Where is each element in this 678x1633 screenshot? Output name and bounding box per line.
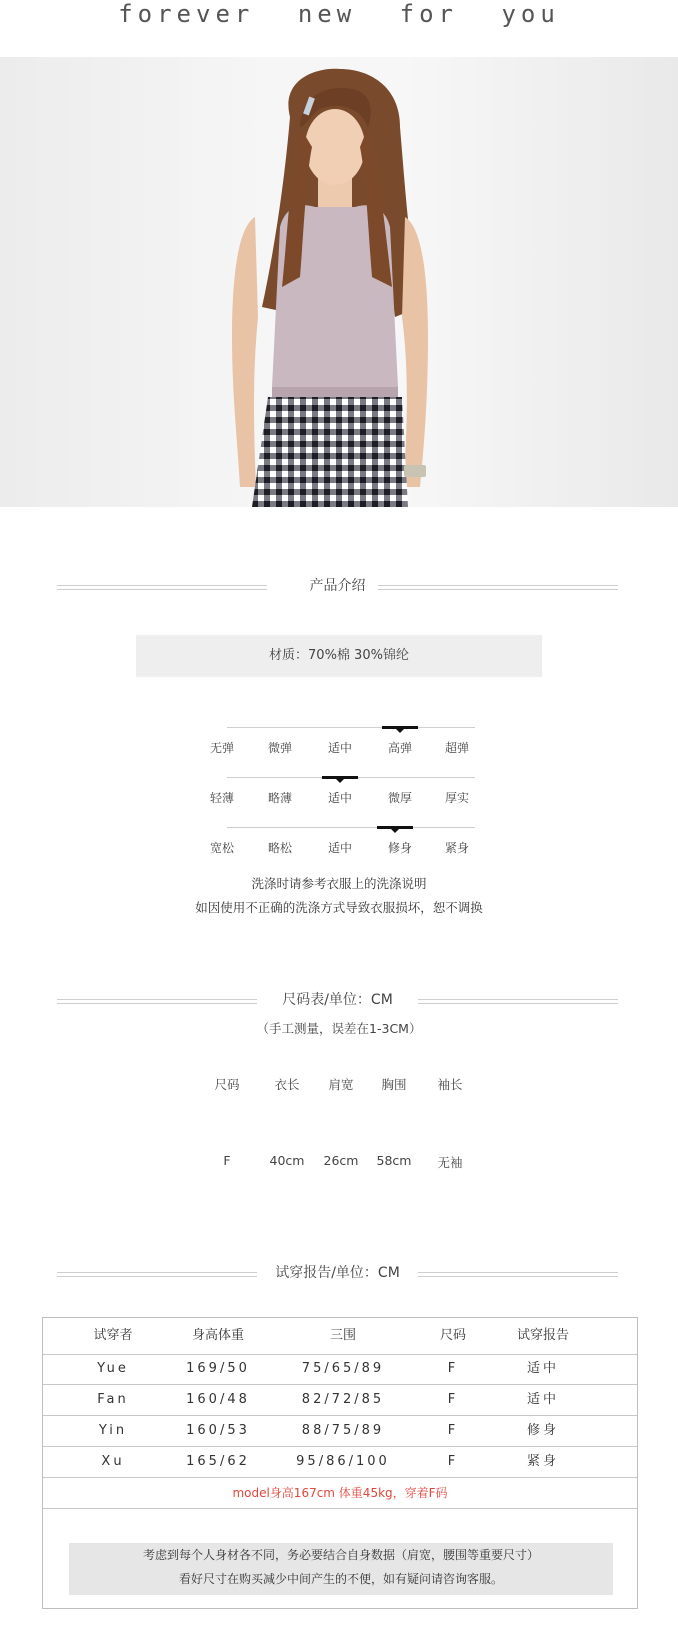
elasticity-scale [205, 727, 475, 767]
tester-name: Yin [98, 1423, 128, 1438]
column-header: 三围 [329, 1328, 356, 1343]
scale-marker [322, 776, 358, 779]
scale-label: 宽松 [209, 841, 234, 855]
fit-report-table [42, 1317, 638, 1609]
column-header: 试穿报告 [516, 1328, 569, 1343]
size: F [447, 1423, 459, 1438]
tagline-word: you [501, 0, 560, 28]
scale-label: 略薄 [267, 791, 292, 805]
size-header: 袖长 [437, 1077, 463, 1092]
fit-result: 紧身 [526, 1454, 559, 1469]
size-value: 40cm [269, 1153, 305, 1168]
scale-track [227, 727, 475, 728]
scale-label: 轻薄 [209, 791, 234, 805]
scale-track [227, 827, 475, 828]
height-weight: 165/62 [186, 1454, 250, 1469]
column-header: 尺码 [439, 1328, 466, 1343]
scale-label: 适中 [327, 791, 352, 805]
product-photo [0, 57, 678, 507]
tagline-word: for [399, 0, 458, 28]
tagline-word: forever [118, 0, 255, 28]
section-title-size-chart [57, 989, 618, 1011]
size: F [447, 1454, 459, 1469]
size-chart-subtitle: （手工测量，误差在1-3CM） [256, 1021, 422, 1036]
scale-label: 修身 [387, 841, 412, 855]
thickness-scale [205, 777, 475, 817]
sizing-advice [69, 1543, 613, 1595]
material-info: 材质：70%棉 30%锦纶 [136, 635, 542, 677]
tester-name: Fan [97, 1392, 129, 1407]
fit-scale [205, 827, 475, 867]
scale-label: 适中 [327, 741, 352, 755]
table-row [43, 1416, 637, 1447]
size-header: 尺码 [214, 1077, 240, 1092]
table-header-row [43, 1318, 637, 1355]
scale-marker [377, 826, 413, 829]
size-header: 肩宽 [328, 1077, 354, 1092]
height-weight: 160/53 [186, 1423, 250, 1438]
table-row [43, 1447, 637, 1478]
scale-label: 厚实 [444, 791, 469, 805]
scale-label: 超弹 [444, 741, 469, 755]
section-title-text: 试穿报告/单位：CM [267, 1265, 408, 1281]
advice-line: 看好尺寸在购买减少中间产生的不便，如有疑问请咨询客服。 [178, 1572, 503, 1586]
wash-note: 洗涤时请参考衣服上的洗涤说明 [251, 876, 427, 891]
scale-label: 微厚 [387, 791, 412, 805]
scale-label: 略松 [267, 841, 292, 855]
advice-line: 考虑到每个人身材各不同，务必要结合自身数据（肩宽，腰围等重要尺寸） [142, 1548, 539, 1562]
measurements: 82/72/85 [301, 1392, 385, 1407]
measurements: 95/86/100 [296, 1454, 390, 1469]
section-title-product-intro [57, 575, 618, 597]
size-value: 无袖 [437, 1155, 463, 1170]
section-title-text: 产品介绍 [302, 578, 374, 594]
section-title-text: 尺码表/单位：CM [274, 992, 401, 1008]
column-header: 身高体重 [191, 1328, 244, 1343]
tagline [0, 0, 678, 28]
scale-label: 高弹 [387, 741, 412, 755]
fit-result: 修身 [526, 1423, 559, 1438]
model-illustration [0, 57, 678, 507]
fit-result: 适中 [526, 1361, 559, 1376]
height-weight: 160/48 [186, 1392, 250, 1407]
scale-label: 紧身 [444, 841, 469, 855]
size-value: 58cm [376, 1153, 412, 1168]
size-value: 26cm [323, 1153, 359, 1168]
wash-warning: 如因使用不正确的洗涤方式导致衣服损坏，恕不调换 [195, 900, 483, 915]
size: F [447, 1392, 459, 1407]
tester-name: Yue [97, 1361, 129, 1376]
size-value: F [223, 1153, 231, 1168]
section-title-fit-report [57, 1262, 618, 1284]
column-header: 试穿者 [93, 1328, 133, 1343]
tester-name: Xu [101, 1454, 125, 1469]
scale-label: 无弹 [209, 741, 234, 755]
height-weight: 169/50 [186, 1361, 250, 1376]
scale-label: 适中 [327, 841, 352, 855]
size-header: 衣长 [274, 1077, 300, 1092]
measurements: 88/75/89 [301, 1423, 385, 1438]
fit-result: 适中 [526, 1392, 559, 1407]
size-header: 胸围 [381, 1077, 407, 1092]
scale-label: 微弹 [267, 741, 292, 755]
tagline-word: new [297, 0, 357, 28]
scale-marker [382, 726, 418, 729]
size: F [447, 1361, 459, 1376]
measurements: 75/65/89 [301, 1361, 385, 1376]
table-row [43, 1354, 637, 1385]
table-row [43, 1385, 637, 1416]
model-note: model身高167cm 体重45kg，穿着F码 [43, 1478, 637, 1509]
